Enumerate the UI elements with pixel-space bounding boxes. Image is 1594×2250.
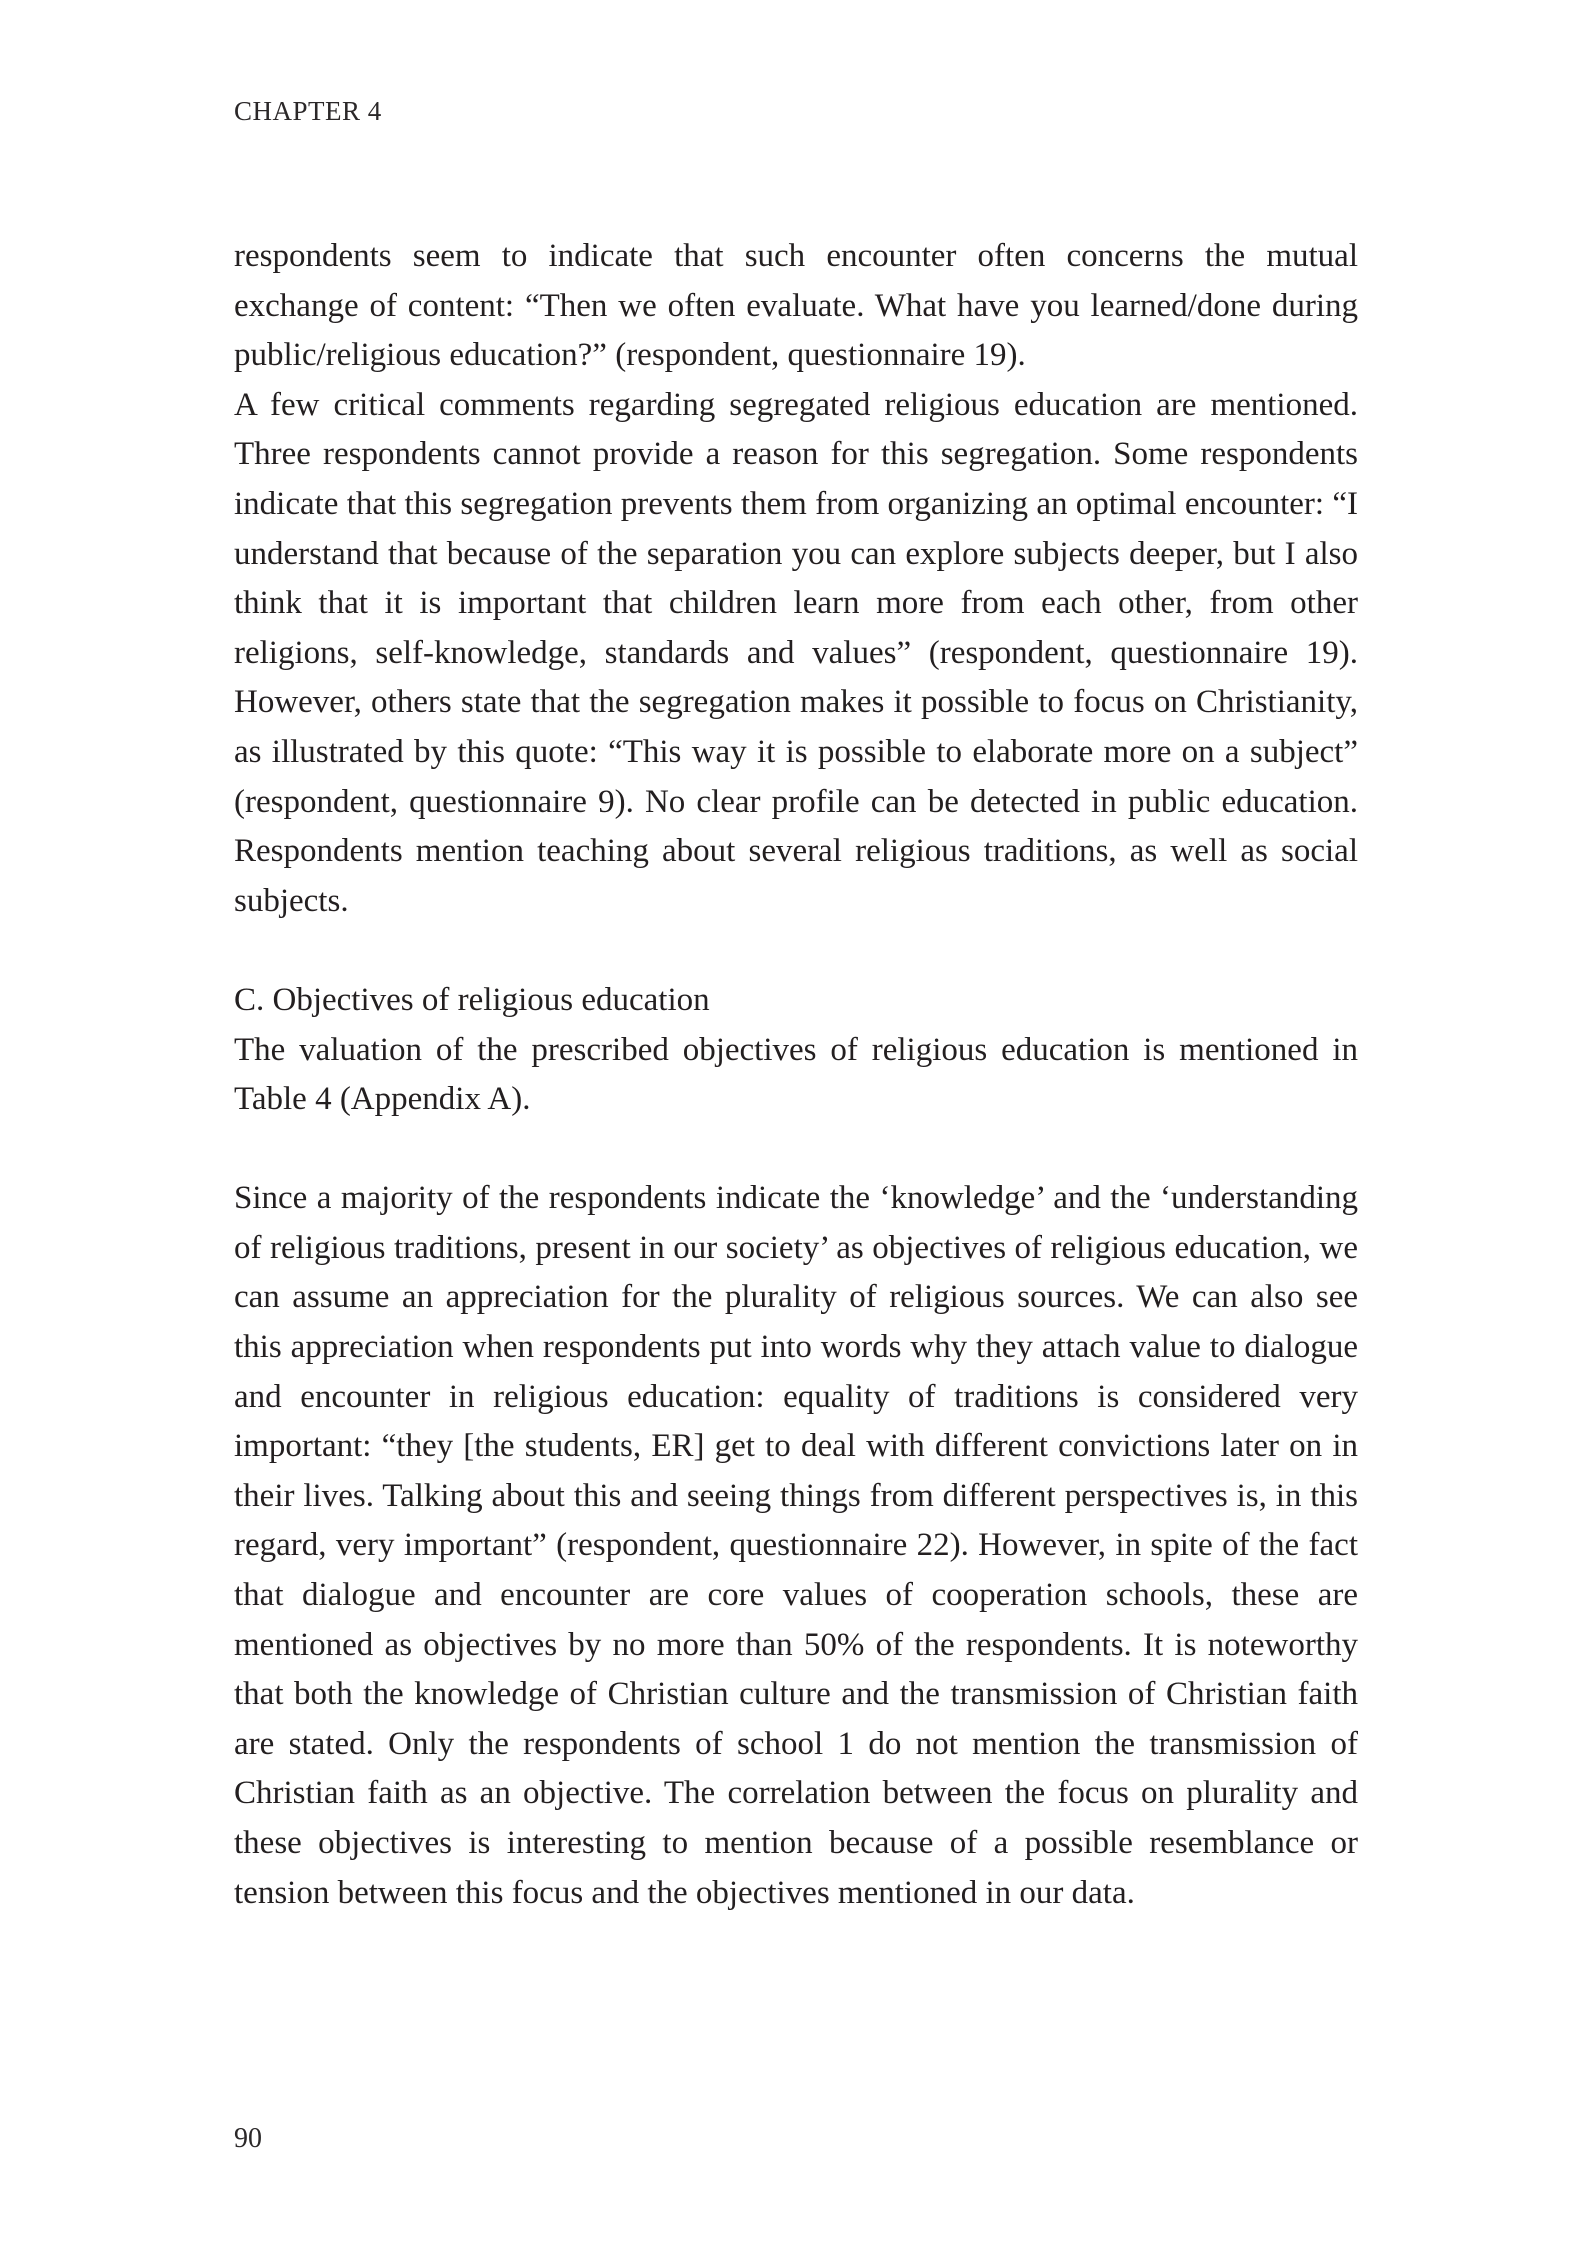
body-text (234, 232, 1358, 1918)
paragraph-objectives: Since a majority of the respondents indicate the ‘knowledge’ and the ‘understanding of religious traditions, present in our society’ as objectives of religious education, we can assume an appreciation for the plurality of religious sources. We can also see this appreciation when respondents put into words why they attach value to dialogue and encounter in religious education: equality of traditions is considered very important: “they [the students, ER] get to deal with different convictions later on in their lives. Talking about this and seeing things from different perspectives is, in this regard, very important” (respondent, questionnaire 22). However, in spite of the fact that dialogue and encounter are core values of cooperation schools, these are mentioned as objectives by no more than 50% of the respondents. It is noteworthy that both the knowledge of Christian culture and the transmission of Christian faith are stated. Only the respondents of school 1 do not mention the transmission of Christian faith as an objective. The correlation between the focus on plurality and these objectives is interesting to mention because of a possible resemblance or tension between this focus and the objectives mentioned in our data. (234, 1180, 1358, 1911)
paragraph-table-reference: The valuation of the prescribed objectives of religious education is mentioned in Table 4 (Appendix A). (234, 1031, 1358, 1118)
paragraph-gap (234, 926, 1358, 976)
running-head: CHAPTER 4 (234, 96, 382, 126)
paragraph-continuation: respondents seem to indicate that such encounter often concerns the mutual exchange of content: “Then we often evaluate. What have you learned/done during public/religious education?” (respondent, questionnaire 19). (234, 238, 1358, 374)
paragraph-gap (234, 1125, 1358, 1175)
section-heading: C. Objectives of religious education (234, 981, 710, 1018)
page-number: 90 (234, 2123, 262, 2154)
paragraph-segregation: A few critical comments regarding segregated religious education are mentioned. Three respondents cannot provide a reason for this segregation. Some respondents indicate that this segregation prevents them from organizing an optimal encounter: “I understand that because of the separation you can explore subjects deeper, but I also think that it is important that children learn more from each other, from other religions, self-knowledge, standards and values” (respondent, questionnaire 19). However, others state that the segregation makes it possible to focus on Christianity, as illustrated by this quote: “This way it is possible to elaborate more on a subject” (respondent, questionnaire 9). No clear profile can be detected in public education. Respondents mention teaching about several religious traditions, as well as social subjects. (234, 386, 1358, 919)
